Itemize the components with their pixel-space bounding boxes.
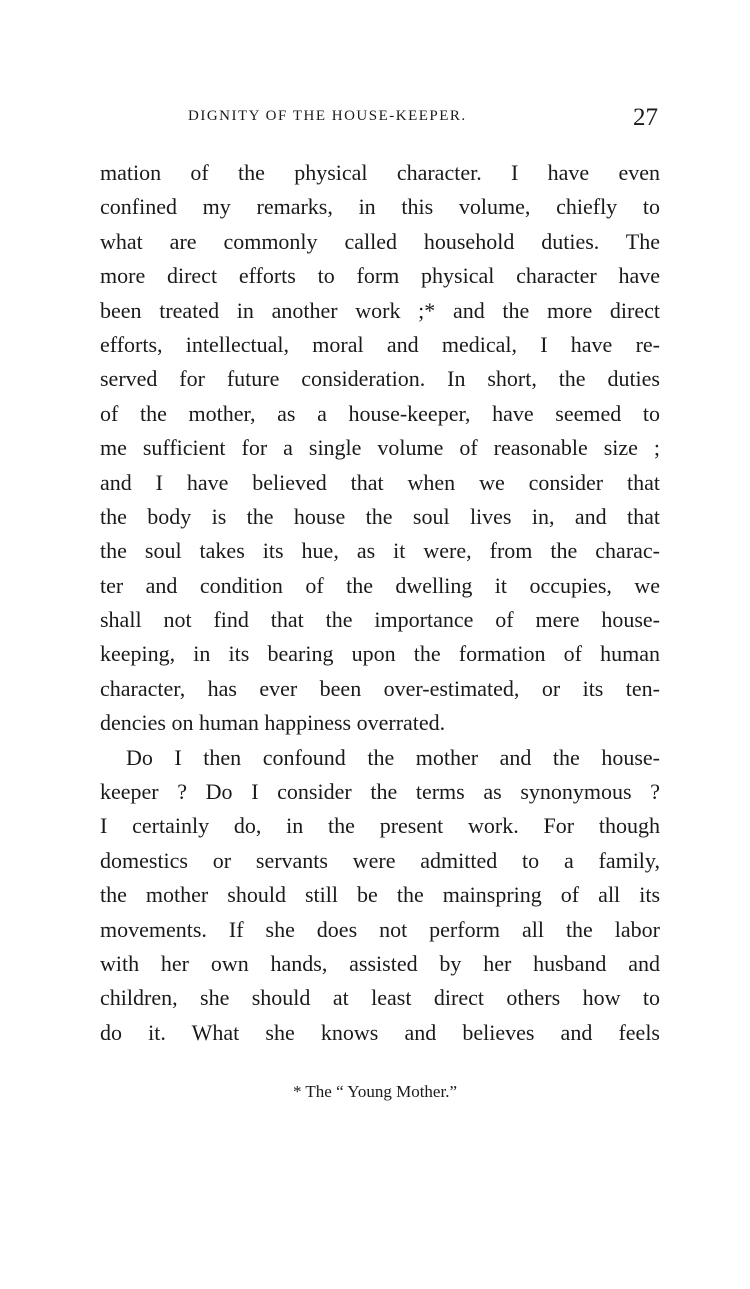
text-line: keeping, in its bearing upon the formation of human [100,641,660,667]
page-number: 27 [633,104,658,131]
text-line: the mother should still be the mainspring of all its [100,882,660,908]
text-line: me sufficient for a single volume of reasonable size ; [100,435,660,461]
text-line: been treated in another work ;* and the more direct [100,297,660,323]
text-line: with her own hands, assisted by her husband and [100,950,660,976]
text-line: confined my remarks, in this volume, chiefly to [100,194,660,220]
text-line: keeper ? Do I consider the terms as synonymous ? [100,779,660,805]
text-line: ter and condition of the dwelling it occupies, we [100,572,660,598]
text-line: served for future consideration. In short, the duties [100,366,660,392]
paragraph-start-line: Do I then confound the mother and the house- [126,744,660,770]
text-line: mation of the physical character. I have even [100,160,660,185]
text-line: more direct efforts to form physical character have [100,263,660,289]
text-line: efforts, intellectual, moral and medical, I have re- [100,331,660,357]
text-line: movements. If she does not perform all the labor [100,916,660,942]
running-head [100,104,660,134]
text-line: I certainly do, in the present work. For though [100,813,660,839]
text-line: domestics or servants were admitted to a family, [100,847,660,873]
footnote: * The “ Young Mother.” [292,1082,457,1101]
text-line: and I have believed that when we consider that [100,469,660,495]
text-line: children, she should at least direct others how to [100,985,660,1011]
text-line: shall not find that the importance of mere house- [100,607,660,633]
text-line: character, has ever been over-estimated, or its ten- [100,675,660,701]
body-text [100,156,660,1050]
text-line: the body is the house the soul lives in, and that [100,503,660,529]
text-line: do it. What she knows and believes and feels [100,1019,660,1045]
running-title: DIGNITY OF THE HOUSE-KEEPER. [188,108,467,124]
paragraph-end-line: dencies on human happiness overrated. [100,710,446,736]
text-line: the soul takes its hue, as it were, from the charac- [100,538,660,564]
text-line: of the mother, as a house-keeper, have seemed to [100,400,660,426]
text-line: what are commonly called household duties. The [100,228,660,254]
